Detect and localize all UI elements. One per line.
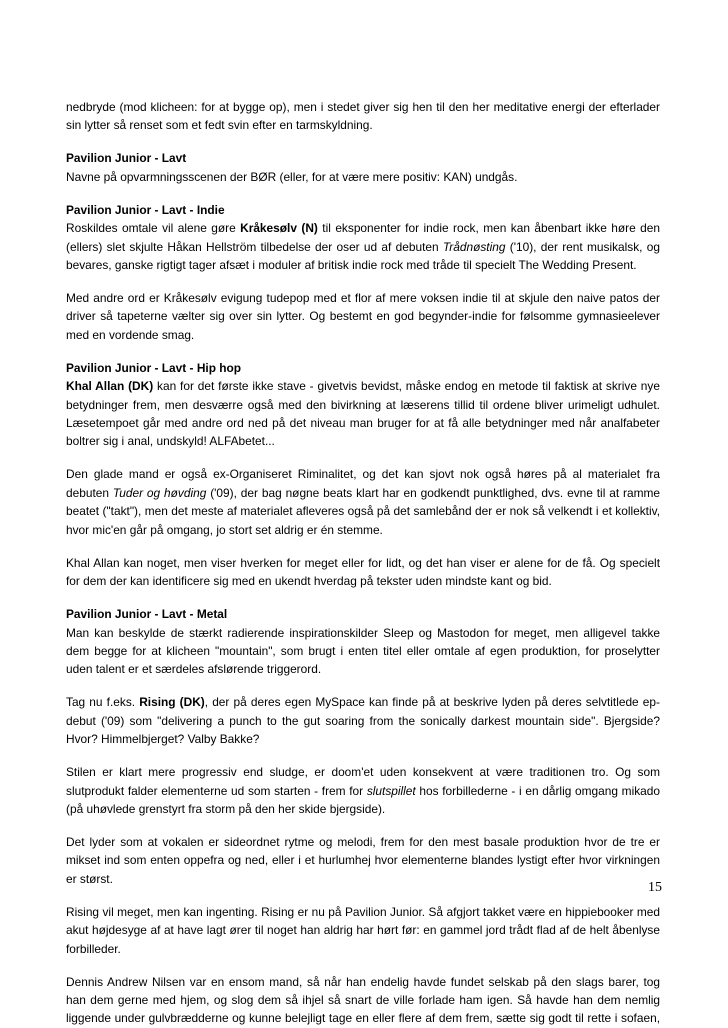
text-line: bevares, ganske rigtigt tager afsæt i moduler af britisk indie rock med tråde til specielt The Wedding Present.	[66, 258, 637, 273]
text-line	[66, 782, 660, 800]
document-body	[66, 98, 660, 1028]
text-line: er størst.	[66, 871, 113, 886]
text-line	[66, 484, 660, 502]
paragraph	[66, 554, 660, 591]
album-title: Tuder og høvding	[112, 485, 207, 500]
text-line: Man kan beskylde de stærkt radierende inspirationskilder Sleep og Mastodon for meget, men alligevel takke	[66, 625, 660, 640]
text-line: mikset ind som enten oppefra og ned, eller i et hurlumhej hvor elementerne blandes lystigt efter hvor virkningen	[66, 853, 660, 868]
section-heading: Pavilion Junior - Lavt - Metal	[66, 607, 228, 622]
text-line: (på uhøvlede grenstyrt fra storm på den her skide bjergside).	[66, 801, 386, 816]
text-line: for dem der kan identificere sig med en ukendt hverdag på tekster uden mindste kant og bid.	[66, 574, 552, 589]
text-line: betydninger frem, men desværre også med den bivirkning at læserens tillid til ordene bliver urimeligt udhulet.	[66, 397, 660, 412]
text-run: (ellers) slet skjulte Håkan Hellström tilbedelse der oser ud af debuten	[66, 239, 443, 254]
text-line	[66, 377, 660, 395]
section-pavilion-junior-lavt	[66, 149, 660, 186]
text-line: Læsetempoet går med andre ord ned på det niveau man bruger for at få alle betydninger med når analfabeter	[66, 416, 660, 431]
paragraph	[66, 693, 660, 748]
text-line: Med andre ord er Kråkesølv evigung tudepop med et flor af mere voksen indie til at skjule den naive patos der	[66, 291, 660, 306]
text-line: boltrer sig i anal, undskyld! ALFAbetet...	[66, 434, 275, 449]
text-line: akut højdesyge af at have lagt ører til noget han aldrig har hørt før: en gammel jord trådt flad af de helt åbenlyse	[66, 923, 660, 938]
text-line: sin lytter så renset som et fedt svin efter en tarmskyldning.	[66, 118, 373, 133]
text-line: Khal Allan kan noget, men viser hverken for meget eller for lidt, og det han viser er alene for de få. Og specielt	[66, 555, 660, 570]
band-name: Khal Allan (DK)	[66, 379, 154, 394]
text-line: liggende under gulvbrædderne og kunne belejligt tage en eller flere af dem frem, sætte sig godt til rette i sofaen,	[66, 1011, 660, 1026]
text-line: driver så tapeterne vælter sig over sin lytter. Og bestemt en god begynder-indie for følsomme gymnasieelever	[66, 309, 660, 324]
section-indie	[66, 201, 660, 275]
album-title: Trådnøsting	[442, 239, 506, 254]
text-run: slutprodukt falder elementerne ud som starten - frem for	[66, 783, 367, 798]
paragraph-intro	[66, 98, 660, 135]
emphasis: slutspillet	[366, 783, 416, 798]
text-line: forbilleder.	[66, 941, 121, 956]
text-line: med en vordende smag.	[66, 327, 195, 342]
section-metal	[66, 605, 660, 679]
paragraph	[66, 465, 660, 539]
text-run: debuten	[66, 485, 113, 500]
section-heading: Pavilion Junior - Lavt - Indie	[66, 202, 225, 217]
text-line: nedbryde (mod klicheen: for at bygge op), men i stedet giver sig hen til den her meditative energi der efterlader	[66, 100, 660, 114]
text-line	[66, 693, 660, 711]
section-hip-hop	[66, 359, 660, 451]
text-run: Tag nu f.eks.	[66, 695, 140, 710]
text-line: debut ('09) som "delivering a punch to the gut soaring from the sonically darkest mountain side". Bjergside?	[66, 713, 660, 728]
text-line: Stilen er klart mere progressiv end sludge, er doom'et uden konsekvent at være traditionen tro. Og som	[66, 765, 660, 780]
section-heading: Pavilion Junior - Lavt	[66, 151, 187, 166]
text-line: Rising vil meget, men kan ingenting. Rising er nu på Pavilion Junior. Så afgjort takket være en hippiebooker med	[66, 904, 660, 919]
text-line: Den glade mand er også ex-Organiseret Riminalitet, og det kan sjovt nok også høres på al materialet fra	[66, 467, 660, 482]
text-run: , der på deres egen MySpace kan finde på at beskrive lyden på deres selvtitlede ep-	[204, 695, 660, 710]
text-line: Dennis Andrew Nilsen var en ensom mand, så når han endelig havde fundet selskab på den slags barer, tog	[66, 974, 660, 989]
band-name: Kråkesølv (N)	[240, 221, 318, 236]
text-run: kan for det første ikke stave - givetvis bevidst, måske endog en metode til faktisk at skrive nye	[153, 379, 660, 394]
text-line	[66, 238, 660, 256]
text-line: hvor mic'en går på omgang, jo stort set aldrig er én stemme.	[66, 522, 383, 537]
text-line	[66, 219, 660, 237]
paragraph	[66, 973, 660, 1028]
section-heading: Pavilion Junior - Lavt - Hip hop	[66, 360, 242, 375]
paragraph	[66, 289, 660, 344]
text-run: ('10), der rent musikalsk, og	[505, 239, 660, 254]
text-run: Roskildes omtale vil alene gøre	[66, 221, 241, 236]
text-line: dem begge for at klicheen "mountain", som brugt i enten titel eller omtale af egen produktion, for proselytter	[66, 643, 660, 658]
page-number: 15	[648, 880, 662, 895]
text-run: ('09), der bag nøgne beats klart har en godkendt punktlighed, dvs. evne til at ramme	[206, 485, 660, 500]
paragraph	[66, 833, 660, 888]
paragraph	[66, 763, 660, 818]
text-line: beatet ("takt"), men det meste af materialet afleveres også på det samlebånd der er nok så velkendt i et kollektiv,	[66, 504, 660, 519]
text-line: Navne på opvarmningsscenen der BØR (eller, for at være mere positiv: KAN) undgås.	[66, 169, 518, 184]
text-run: hos forbillederne - i en dårlig omgang mikado	[415, 783, 660, 798]
text-run: til eksponenter for indie rock, men kan åbenbart ikke høre den	[317, 221, 660, 236]
text-line: Det lyder som at vokalen er sideordnet rytme og melodi, frem for den mest basale produktion hvor de tre er	[66, 834, 660, 849]
text-line: han dem gerne med hjem, og slog dem så ihjel så snart de ville forlade ham igen. Så havde han dem nemlig	[66, 992, 660, 1007]
text-line: Hvor? Himmelbjerget? Valby Bakke?	[66, 732, 260, 747]
text-line: uden talent er et særdeles afslørende triggerord.	[66, 662, 322, 677]
band-name: Rising (DK)	[139, 695, 205, 710]
paragraph	[66, 903, 660, 958]
